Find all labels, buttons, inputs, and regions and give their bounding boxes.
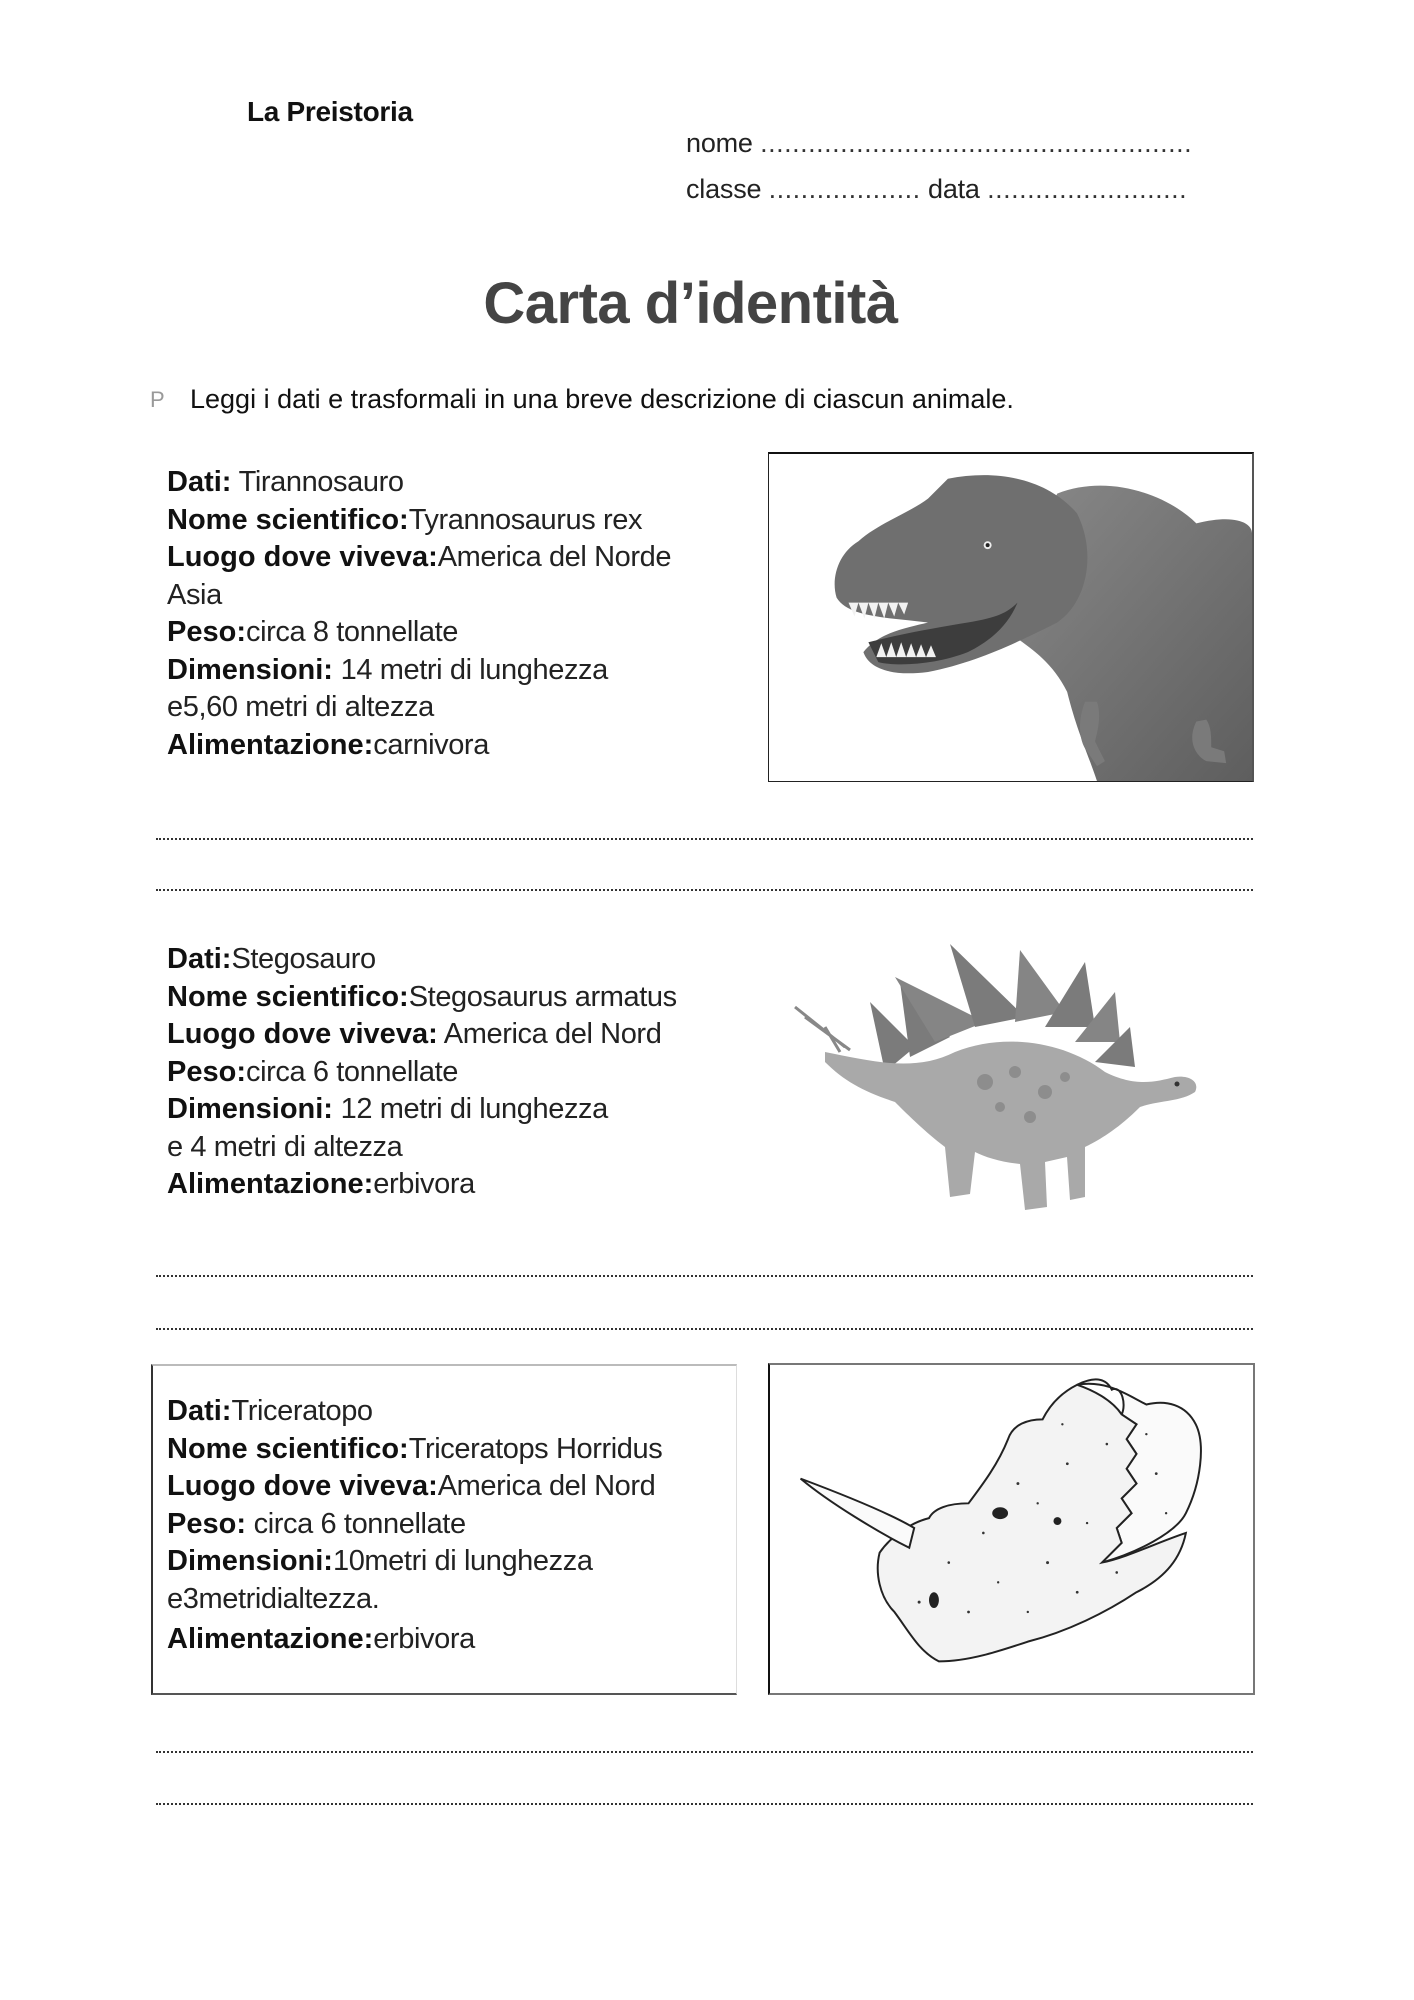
series-title: La Preistoria [247,96,413,127]
answer-line-3[interactable] [156,1275,1253,1277]
name-label: nome [686,128,753,158]
field-row: e3metridialtezza. [167,1582,380,1615]
name-blank[interactable]: ...................................................... [760,128,1193,158]
triceratops-illustration [768,1363,1255,1695]
answer-line-6[interactable] [156,1803,1253,1805]
triceratops-info [167,1393,662,1659]
date-label: data [928,174,980,204]
field-row: Luogo dove viveva:America del Nord [167,1470,656,1502]
field-row: Peso:circa 6 tonnellate [167,1055,459,1088]
field-row: Nome scientifico:Tyrannosaurus rex [167,503,643,536]
field-row: Dimensioni: 12 metri di lunghezza [167,1093,608,1125]
stegosaurus-icon [785,932,1215,1227]
trex-info [167,464,671,764]
triceratops-icon [770,1365,1253,1693]
tyrannosaurus-icon [769,454,1252,781]
field-row: e5,60 metri di altezza [167,691,434,723]
answer-line-4[interactable] [156,1328,1253,1330]
field-row: Dati: Tirannosauro [167,466,404,498]
field-row: Nome scientifico:Stegosaurus armatus [167,980,677,1013]
name-field[interactable] [686,128,1192,159]
field-row: Alimentazione:erbivora [167,1168,475,1200]
class-label: classe [686,174,762,204]
stegosaurus-illustration [785,932,1215,1227]
field-row: Luogo dove viveva:America del Norde [167,541,672,573]
page-title: Carta d’identità [483,271,898,336]
answer-line-2[interactable] [156,889,1253,891]
class-date-field[interactable] [686,174,1187,205]
field-row: Dati:Triceratopo [167,1395,373,1427]
class-blank[interactable]: ................... [768,174,921,204]
field-row: e 4 metri di altezza [167,1130,403,1163]
field-row: Alimentazione:carnivora [167,728,489,761]
field-row: Dimensioni: 14 metri di lunghezza [167,653,608,686]
tyrannosaurus-illustration [768,452,1254,782]
answer-line-5[interactable] [156,1751,1253,1753]
instruction [150,384,1014,415]
field-row: Peso: circa 6 tonnellate [167,1507,466,1540]
field-row: Alimentazione:erbivora [167,1623,475,1655]
date-blank[interactable]: ......................... [987,174,1188,204]
instruction-text: Leggi i dati e trasformali in una breve descrizione di ciascun animale. [190,384,1014,414]
field-row: Asia [167,578,222,611]
answer-line-1[interactable] [156,838,1253,840]
pencil-icon: P [150,386,165,412]
field-row: Nome scientifico:Triceratops Horridus [167,1432,663,1465]
field-row: Peso:circa 8 tonnellate [167,616,459,648]
field-row: Dimensioni:10metri di lunghezza [167,1545,593,1577]
field-row: Luogo dove viveva: America del Nord [167,1018,662,1050]
stegosaurus-info [167,941,677,1204]
field-row: Dati:Stegosauro [167,943,376,975]
